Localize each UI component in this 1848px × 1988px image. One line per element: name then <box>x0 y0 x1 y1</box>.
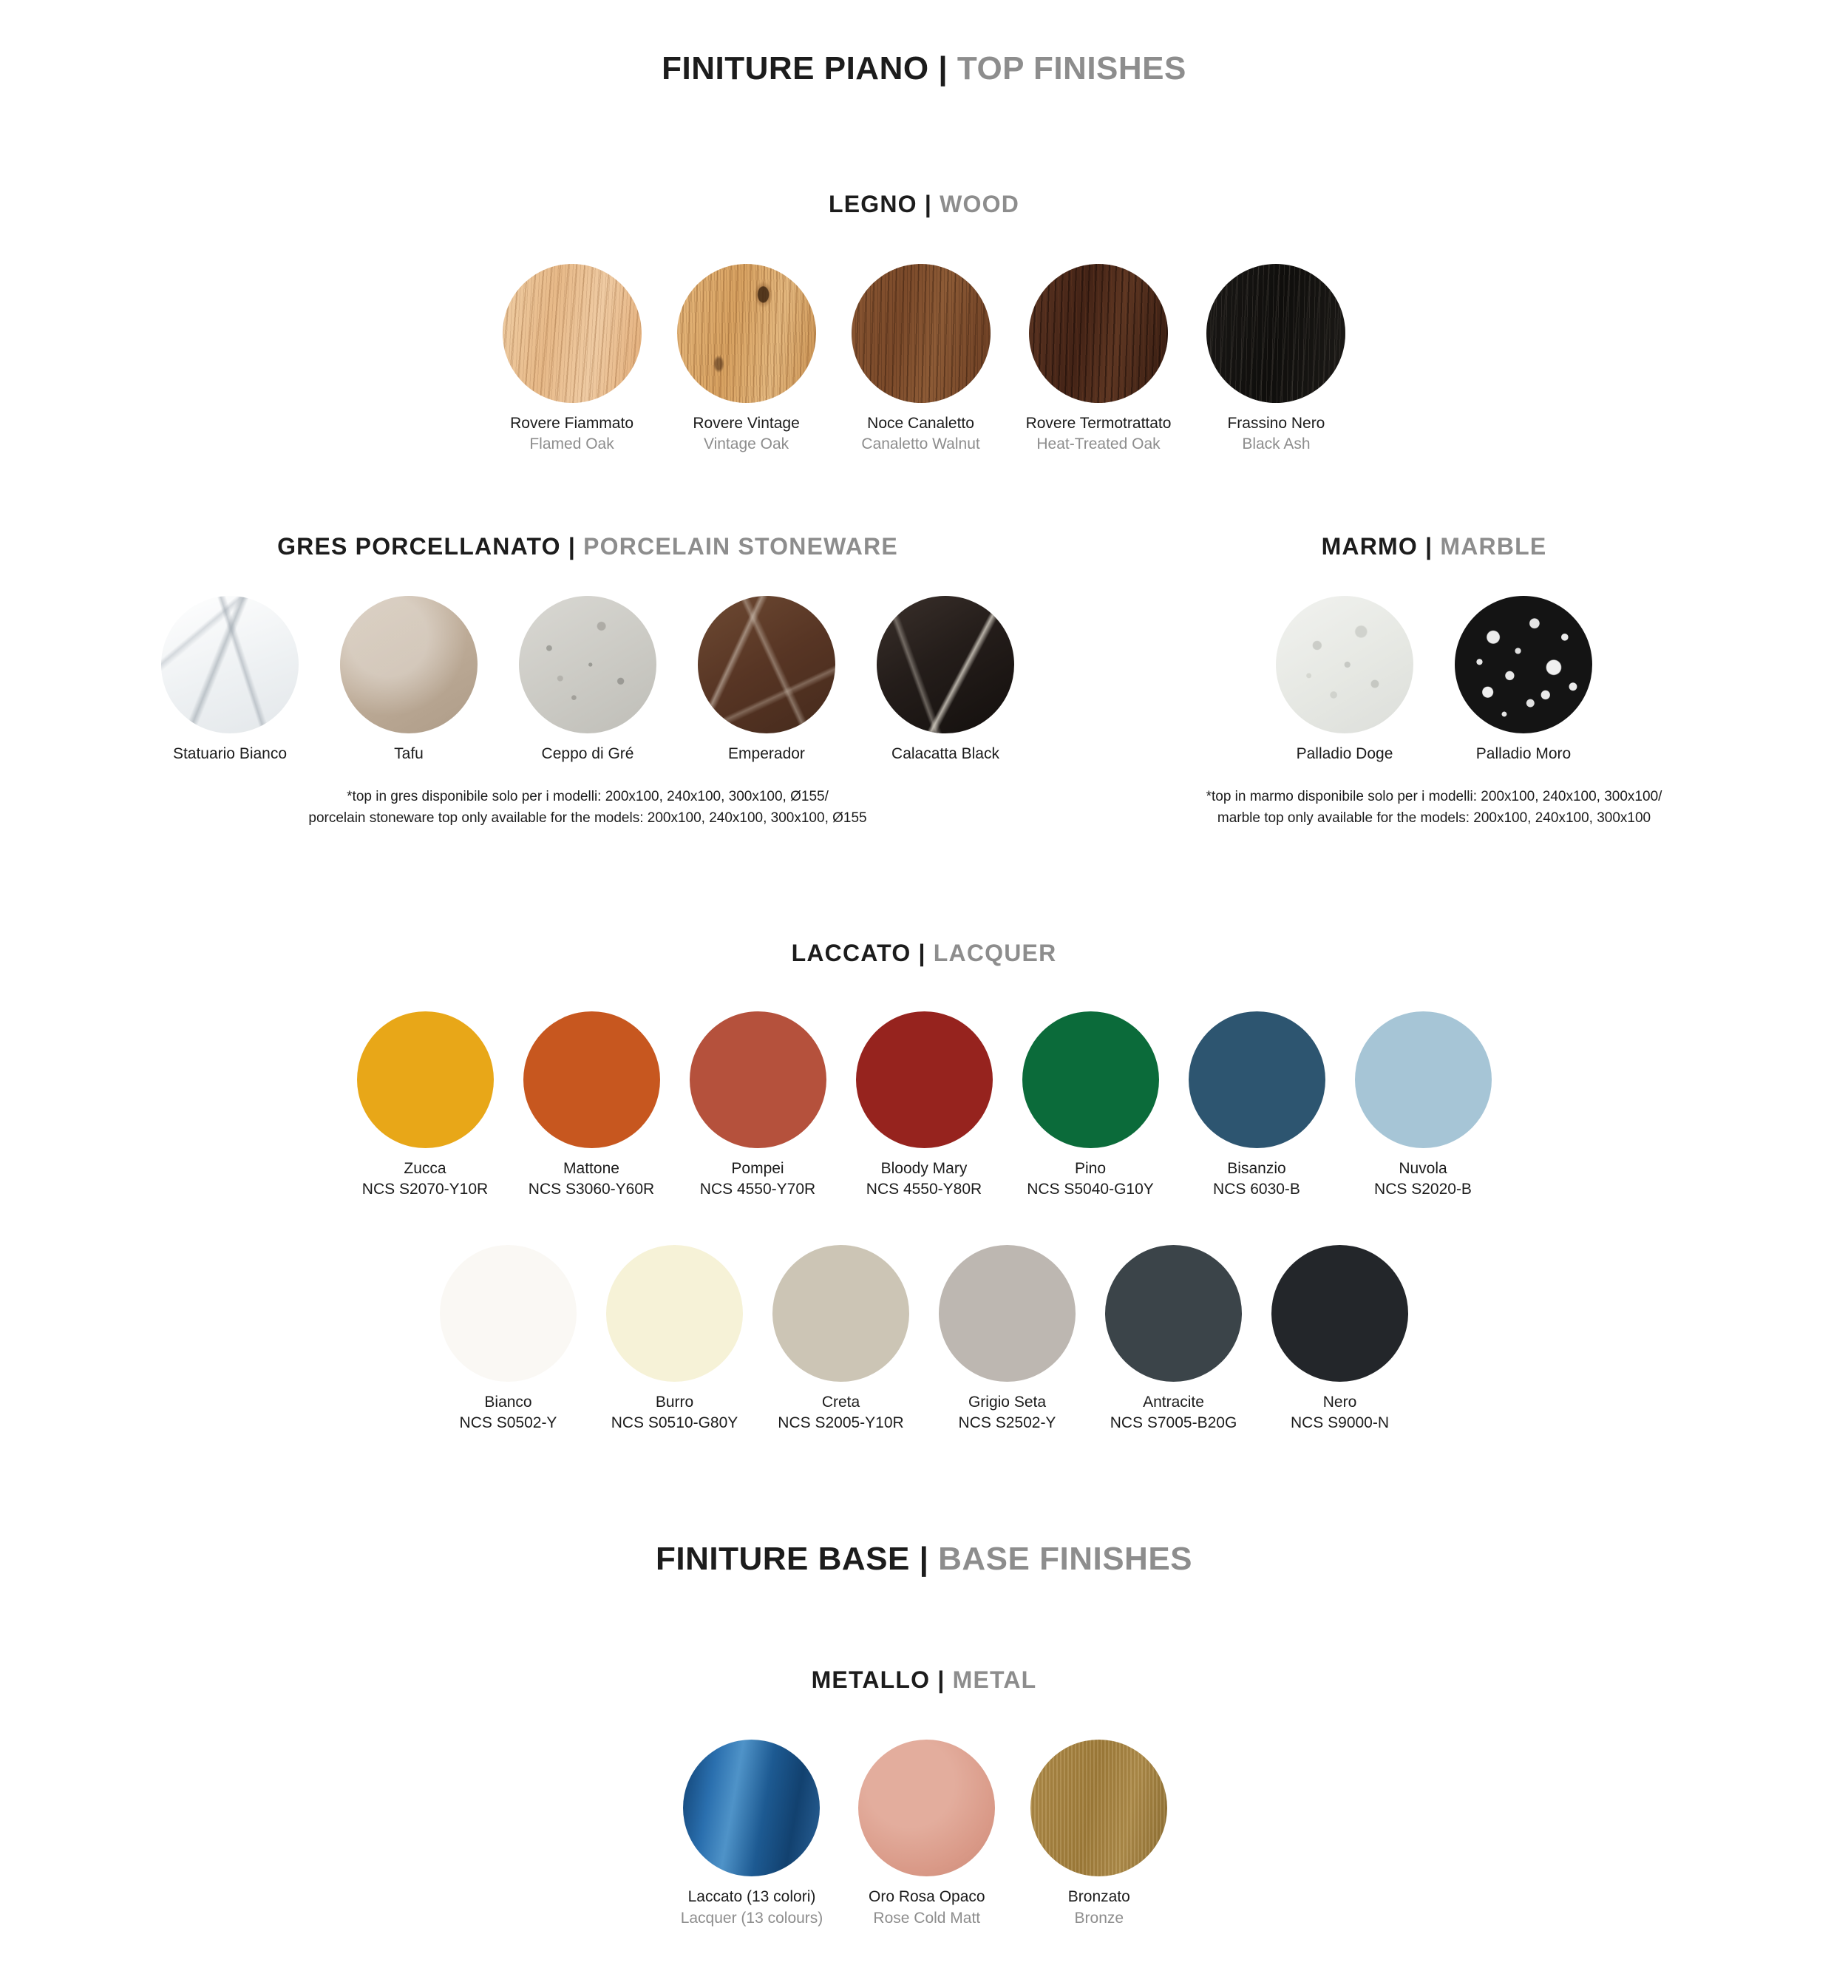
swatch-label-it: Rovere Fiammato <box>510 415 633 432</box>
section-gres-marmo <box>0 533 1848 829</box>
swatch-label-it: Pino <box>1074 1160 1107 1178</box>
marmo-note <box>1064 787 1804 829</box>
swatch-label-it: Palladio Doge <box>1296 744 1393 762</box>
swatch-caption <box>693 413 799 455</box>
swatch-label-it: Ceppo di Gré <box>541 744 634 762</box>
swatch-disc <box>683 1740 820 1876</box>
swatch-label-it: Bloody Mary <box>880 1160 968 1178</box>
swatch-label-it: Bisanzio <box>1227 1160 1286 1178</box>
swatch-label-it: Nero <box>1322 1393 1357 1411</box>
swatch-caption <box>362 1158 488 1201</box>
swatch-disc <box>677 264 816 403</box>
swatch-color-code: NCS S7005-B20G <box>1110 1414 1237 1432</box>
swatch-color-code: NCS S3060-Y60R <box>528 1181 655 1198</box>
swatch-color-code: NCS 4550-Y70R <box>699 1181 816 1198</box>
swatch-color-code: NCS S2005-Y10R <box>778 1414 904 1432</box>
swatch-label-en: Vintage Oak <box>703 435 789 453</box>
swatch-label-it: Burro <box>655 1393 694 1411</box>
page-title-en: TOP FINISHES <box>957 50 1186 86</box>
swatch-color-code: NCS S0502-Y <box>459 1414 557 1432</box>
swatch-label-it: Palladio Moro <box>1475 744 1572 762</box>
swatch-caption <box>1110 1392 1237 1434</box>
swatch-disc <box>1105 1245 1242 1382</box>
swatch-caption <box>611 1392 738 1434</box>
swatch-caption <box>866 1158 982 1201</box>
swatch-color-code: NCS S5040-G10Y <box>1027 1181 1154 1198</box>
swatch-bianco[interactable] <box>440 1245 577 1434</box>
section-title-metal-en: METAL <box>952 1666 1037 1694</box>
swatch-disc <box>1271 1245 1408 1382</box>
swatch-label-en: Flamed Oak <box>529 435 614 453</box>
section-title-gres-en: PORCELAIN STONEWARE <box>583 532 898 560</box>
section-lacquer <box>0 940 1848 1434</box>
swatch-label-it: Grigio Seta <box>968 1393 1047 1411</box>
swatch-disc <box>357 1011 494 1148</box>
swatch-frassino-nero[interactable] <box>1206 264 1345 455</box>
swatch-color-code: NCS S2020-B <box>1374 1181 1472 1198</box>
swatch-disc <box>1355 1011 1492 1148</box>
wood-swatch-row <box>0 264 1848 455</box>
swatch-caption <box>700 1158 815 1201</box>
swatch-caption <box>1213 1158 1300 1201</box>
section-title-gres-separator: | <box>568 532 577 560</box>
swatch-grigio-seta[interactable] <box>939 1245 1076 1434</box>
page-title <box>0 50 1848 87</box>
gres-note-it: *top in gres disponibile solo per i modelli: 200x100, 240x100, 300x100, Ø155/ <box>347 789 829 805</box>
swatch-caption <box>394 744 424 764</box>
section-metal <box>0 1666 1848 1929</box>
swatch-bloody-mary[interactable] <box>856 1011 993 1201</box>
section-title-wood-it: LEGNO <box>828 191 917 217</box>
swatch-caption <box>1297 744 1393 764</box>
swatch-rovere-termotrattato[interactable] <box>1026 264 1172 455</box>
section-title-lacquer <box>0 940 1848 967</box>
swatch-pino[interactable] <box>1022 1011 1159 1201</box>
swatch-color-code: NCS 4550-Y80R <box>866 1181 982 1198</box>
swatch-label-it: Zucca <box>404 1160 446 1178</box>
swatch-caption <box>529 1158 654 1201</box>
swatch-pompei[interactable] <box>690 1011 826 1201</box>
section-title-marmo <box>1064 533 1804 560</box>
swatch-label-it: Bianco <box>484 1393 532 1411</box>
swatch-label-it: Mattone <box>563 1160 619 1178</box>
section-title-wood-separator: | <box>924 191 933 217</box>
swatch-disc <box>1455 596 1592 733</box>
metal-swatch-row <box>0 1740 1848 1929</box>
swatch-label-it: Pompei <box>731 1160 784 1178</box>
swatch-disc <box>1022 1011 1159 1148</box>
swatch-disc <box>698 596 835 733</box>
swatch-palladio-doge[interactable] <box>1276 596 1413 764</box>
swatch-statuario-bianco[interactable] <box>161 596 299 764</box>
swatch-disc <box>856 1011 993 1148</box>
swatch-nuvola[interactable] <box>1355 1011 1492 1201</box>
swatch-disc <box>1029 264 1168 403</box>
swatch-emperador[interactable] <box>698 596 835 764</box>
swatch-disc <box>340 596 478 733</box>
swatch-caption <box>959 1392 1056 1434</box>
swatch-caption <box>510 413 633 455</box>
swatch-caption <box>1068 1887 1130 1929</box>
swatch-oro-rosa-opaco[interactable] <box>858 1740 995 1929</box>
base-finishes-title <box>0 1541 1848 1578</box>
swatch-disc <box>519 596 656 733</box>
swatch-disc <box>503 264 642 403</box>
swatch-caption <box>460 1392 557 1434</box>
page-title-it: FINITURE PIANO <box>662 50 929 86</box>
swatch-rovere-fiammato[interactable] <box>503 264 642 455</box>
base-title-en: BASE FINISHES <box>938 1541 1193 1578</box>
section-title-marmo-en: MARBLE <box>1440 532 1547 560</box>
swatch-rovere-vintage[interactable] <box>677 264 816 455</box>
swatch-color-code: NCS 6030-B <box>1213 1181 1300 1198</box>
swatch-caption <box>728 744 805 764</box>
swatch-label-it: Emperador <box>728 744 805 762</box>
swatch-label-it: Antracite <box>1143 1393 1204 1411</box>
swatch-caption <box>1227 413 1325 455</box>
base-title-separator: | <box>919 1541 929 1578</box>
swatch-caption <box>1027 1158 1154 1201</box>
swatch-disc <box>1189 1011 1325 1148</box>
section-title-wood-en: WOOD <box>940 191 1020 217</box>
lacquer-swatch-row-2 <box>0 1245 1848 1434</box>
section-title-gres-it: GRES PORCELLANATO <box>277 532 561 560</box>
swatch-label-it: Oro Rosa Opaco <box>869 1888 985 1906</box>
swatch-caption <box>1026 413 1172 455</box>
swatch-caption <box>1374 1158 1472 1201</box>
section-title-wood <box>0 191 1848 218</box>
swatch-color-code: NCS S0510-G80Y <box>611 1414 738 1432</box>
swatch-label-it: Frassino Nero <box>1227 415 1325 432</box>
swatch-creta[interactable] <box>772 1245 909 1434</box>
bottom-spacer <box>0 1929 1848 1988</box>
swatch-disc <box>858 1740 995 1876</box>
swatch-antracite[interactable] <box>1105 1245 1242 1434</box>
swatch-label-it: Laccato (13 colori) <box>687 1888 816 1906</box>
section-title-marmo-it: MARMO <box>1321 532 1418 560</box>
swatch-laccato-metal[interactable] <box>681 1740 823 1929</box>
swatch-disc <box>1206 264 1345 403</box>
swatch-disc <box>1030 1740 1167 1876</box>
gres-note <box>111 787 1064 829</box>
swatch-caption <box>681 1887 823 1929</box>
page-title-separator: | <box>938 50 948 86</box>
swatch-caption <box>1476 744 1571 764</box>
swatch-caption <box>542 744 634 764</box>
swatch-noce-canaletto[interactable] <box>852 264 991 455</box>
marmo-note-it: *top in marmo disponibile solo per i modelli: 200x100, 240x100, 300x100/ <box>1206 789 1662 805</box>
swatch-label-it: Bronzato <box>1067 1888 1130 1906</box>
swatch-disc <box>606 1245 743 1382</box>
section-title-gres <box>111 533 1064 560</box>
swatch-disc <box>939 1245 1076 1382</box>
swatch-bisanzio[interactable] <box>1189 1011 1325 1201</box>
gres-note-en: porcelain stoneware top only available for the models: 200x100, 240x100, 300x100, Ø155 <box>308 810 867 826</box>
swatch-zucca[interactable] <box>357 1011 494 1201</box>
swatch-disc <box>1276 596 1413 733</box>
swatch-palladio-moro[interactable] <box>1455 596 1592 764</box>
section-title-metal <box>0 1666 1848 1694</box>
section-title-metal-it: METALLO <box>811 1666 931 1694</box>
base-title-it: FINITURE BASE <box>655 1541 910 1578</box>
swatch-caption <box>869 1887 985 1929</box>
swatch-caption <box>861 413 979 455</box>
section-title-marmo-separator: | <box>1425 532 1433 560</box>
lacquer-swatch-row-1 <box>0 1011 1848 1201</box>
swatch-calacatta-black[interactable] <box>877 596 1014 764</box>
swatch-caption <box>1291 1392 1389 1434</box>
swatch-mattone[interactable] <box>523 1011 660 1201</box>
swatch-color-code: NCS S9000-N <box>1290 1414 1390 1432</box>
swatch-label-en: Canaletto Walnut <box>861 435 980 453</box>
swatch-tafu[interactable] <box>340 596 478 764</box>
swatch-bronzato[interactable] <box>1030 1740 1167 1929</box>
marmo-swatch-row <box>1064 596 1804 764</box>
swatch-color-code: NCS S2502-Y <box>958 1414 1056 1432</box>
section-title-lacquer-it: LACCATO <box>791 940 911 967</box>
swatch-caption <box>173 744 287 764</box>
section-title-metal-separator: | <box>937 1666 945 1694</box>
swatch-label-en: Black Ash <box>1242 435 1311 453</box>
swatch-label-it: Rovere Termotrattato <box>1025 415 1172 432</box>
swatch-ceppo-di-gre[interactable] <box>519 596 656 764</box>
section-gres <box>111 533 1064 829</box>
swatch-label-it: Statuario Bianco <box>172 744 288 762</box>
swatch-label-en: Lacquer (13 colours) <box>680 1909 823 1927</box>
swatch-disc <box>161 596 299 733</box>
swatch-label-it: Rovere Vintage <box>693 415 800 432</box>
section-title-lacquer-separator: | <box>918 940 926 967</box>
section-title-lacquer-en: LACQUER <box>933 940 1057 967</box>
swatch-disc <box>523 1011 660 1148</box>
swatch-disc <box>877 596 1014 733</box>
swatch-label-it: Noce Canaletto <box>867 415 974 432</box>
swatch-color-code: NCS S2070-Y10R <box>361 1181 489 1198</box>
swatch-disc <box>690 1011 826 1148</box>
swatch-label-en: Bronze <box>1074 1909 1124 1927</box>
swatch-nero[interactable] <box>1271 1245 1408 1434</box>
marmo-note-en: marble top only available for the models: 200x100, 240x100, 300x100 <box>1217 810 1651 826</box>
swatch-disc <box>440 1245 577 1382</box>
swatch-label-it: Tafu <box>394 744 424 762</box>
gres-swatch-row <box>111 596 1064 764</box>
swatch-caption <box>778 1392 903 1434</box>
swatch-burro[interactable] <box>606 1245 743 1434</box>
swatch-label-it: Creta <box>821 1393 860 1411</box>
swatch-label-it: Nuvola <box>1399 1160 1447 1178</box>
swatch-disc <box>772 1245 909 1382</box>
swatch-label-en: Heat-Treated Oak <box>1036 435 1161 453</box>
section-marmo <box>1064 533 1804 829</box>
swatch-caption <box>891 744 999 764</box>
section-wood <box>0 191 1848 455</box>
swatch-disc <box>852 264 991 403</box>
swatch-label-it: Calacatta Black <box>891 744 999 762</box>
swatch-label-en: Rose Cold Matt <box>873 1909 981 1927</box>
